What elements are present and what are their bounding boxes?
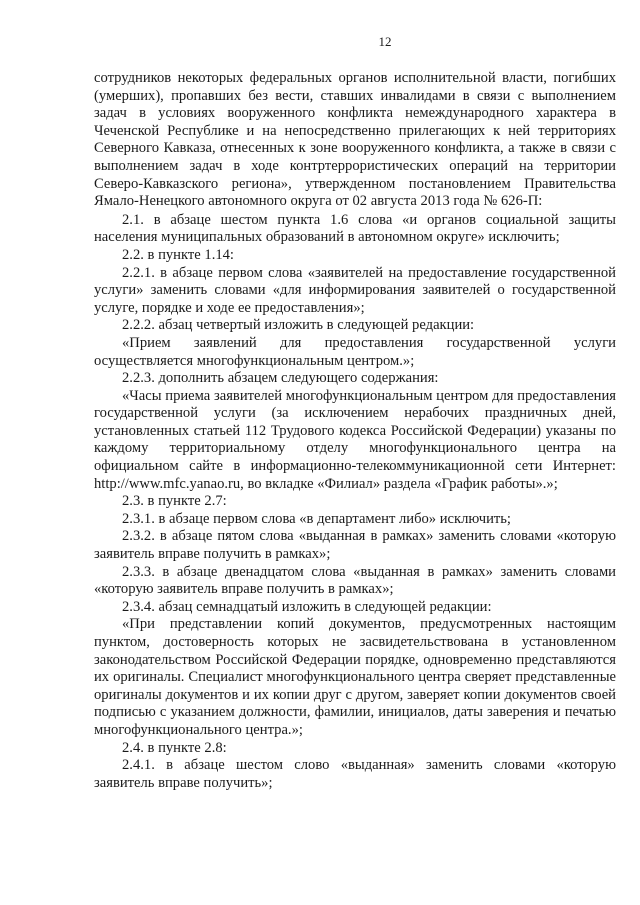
paragraph-2-1: 2.1. в абзаце шестом пункта 1.6 слова «и органов социальной защиты населения муниципальных образований в автономном округе» исключить; [94,211,616,246]
paragraph-2-3-2: 2.3.2. в абзаце пятом слова «выданная в рамках» заменить словами «которую заявитель вправе получить в рамках»; [94,528,616,563]
paragraph-2-3: 2.3. в пункте 2.7: [122,493,227,510]
paragraph-2-4-1: 2.4.1. в абзаце шестом слово «выданная» заменить словами «которую заявитель вправе получить»; [94,757,616,791]
paragraph-quote-reception: «Прием заявлений для предоставления государственной услуги осуществляется многофункциональным центром.»; [94,334,616,369]
paragraph-2-2-3: 2.2.3. дополнить абзацем следующего содержания: [122,370,439,387]
paragraph-2-3-1: 2.3.1. в абзаце первом слова «в департамент либо» исключить; [122,510,511,527]
paragraph-2-3-4: 2.3.4. абзац семнадцатый изложить в следующей редакции: [122,598,492,615]
paragraph-quote-copies: «При представлении копий документов, предусмотренных настоящим пунктом, достоверность которых не засвидетельствована в установленном законодательством Российской Федерации порядке, одновременно представляются их оригиналы. Специалист многофункционального центра сверяет представленные оригиналы документов и их копии друг с другом, заверяет копии документов своей подписью с указанием должности, фамилии, инициалов, даты заверения и печатью многофункционального центра.»; [94,616,616,738]
paragraph-intro: сотрудников некоторых федеральных органов исполнительной власти, погибших (умерших), пропавших без вести, ставших инвалидами в связи с выполнением задач в условиях вооруженного конфликта немеждународного характера в Чеченской Республике и на непосредственно прилегающих к ней территориях Северного Кавказа, отнесенных к зоне вооруженного конфликта, а также в связи с выполнением задач в ходе контртеррористических операций на территории Северо-Кавказского региона», утвержденном постановлением Правительства Ямало-Ненецкого автономного округа от 02 августа 2013 года № 626-П: [94,70,616,210]
document-body [94,70,616,792]
paragraph-2-3-3: 2.3.3. в абзаце двенадцатом слова «выданная в рамках» заменить словами «которую заявитель вправе получить в рамках»; [94,563,616,598]
page-number: 12 [378,34,392,49]
paragraph-2-2: 2.2. в пункте 1.14: [122,246,234,263]
paragraph-2-2-2: 2.2.2. абзац четвертый изложить в следующей редакции: [122,317,475,334]
paragraph-quote-hours: «Часы приема заявителей многофункциональным центром для предоставления государственной услуги (за исключением нерабочих праздничных дней, установленных статьей 112 Трудового кодекса Российской Федерации) указаны по каждому территориальному отделу многофункционального центра на официальном сайте в информационно-телекоммуникационной сети Интернет: http://www.mfc.yanao.ru, во вкладке «Филиал» раздела «График работы».»; [94,387,616,492]
paragraph-2-2-1: 2.2.1. в абзаце первом слова «заявителей на предоставление государственной услуги» заменить словами «для информирования заявителей о государственной услуге, порядке и ходе ее предоставления»; [94,264,616,316]
paragraph-2-4: 2.4. в пункте 2.8: [122,739,227,756]
